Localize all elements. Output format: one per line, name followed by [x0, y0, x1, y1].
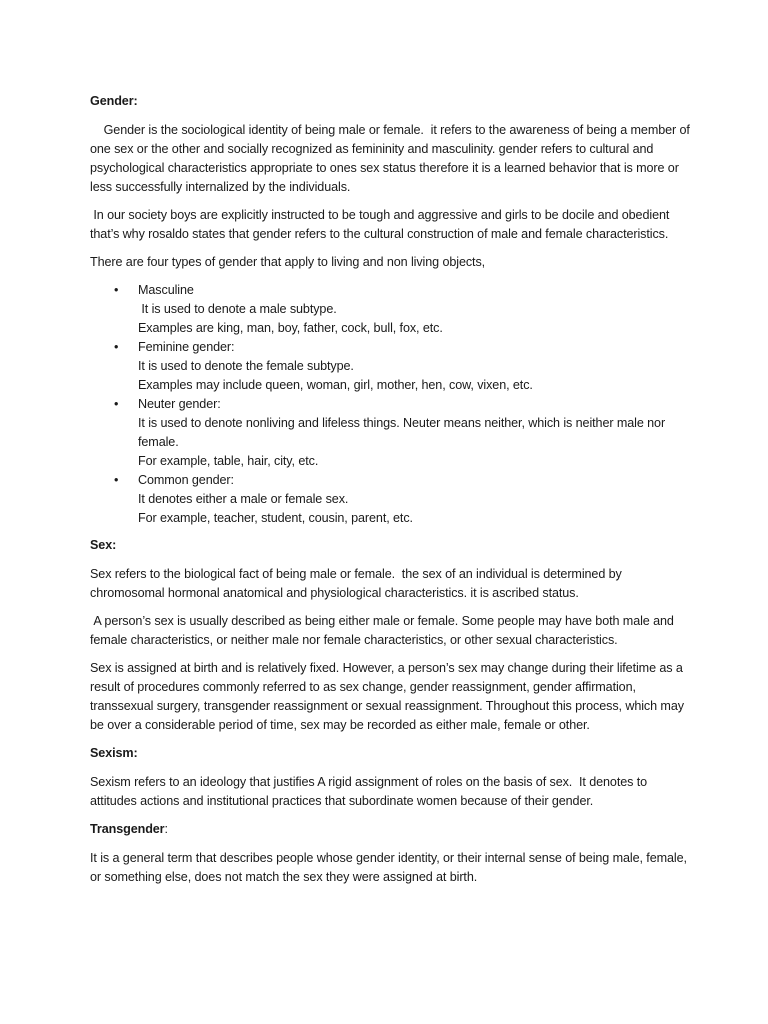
- list-item-feminine: [90, 338, 690, 395]
- bullet-icon: •: [114, 397, 119, 411]
- gender-type-examples: For example, table, hair, city, etc.: [138, 454, 319, 468]
- transgender-heading-colon: :: [164, 822, 168, 836]
- gender-types-list: [90, 281, 690, 528]
- sex-paragraph-1: Sex refers to the biological fact of being male or female. the sex of an individual is determined by chromosomal hormonal anatomical and physiological characteristics. it is ascribed status.: [90, 567, 626, 600]
- gender-heading: Gender:: [90, 94, 138, 108]
- list-item-neuter: [90, 395, 690, 471]
- gender-type-description: It is used to denote a male subtype.: [138, 302, 337, 316]
- sexism-paragraph-1: Sexism refers to an ideology that justifies A rigid assignment of roles on the basis of sex. It denotes to attitudes actions and institutional practices that subordinate women because of their gender.: [90, 775, 651, 808]
- bullet-icon: •: [114, 283, 119, 297]
- gender-type-name: Feminine gender:: [138, 340, 235, 354]
- bullet-icon: •: [114, 473, 119, 487]
- gender-type-examples: For example, teacher, student, cousin, parent, etc.: [138, 511, 413, 525]
- gender-paragraph-3: There are four types of gender that apply to living and non living objects,: [90, 255, 486, 269]
- gender-type-name: Masculine: [138, 283, 194, 297]
- sex-heading: Sex:: [90, 538, 117, 552]
- gender-paragraph-1: Gender is the sociological identity of being male or female. it refers to the awareness of being a member of one sex or the other and socially recognized as femininity and masculinity. gender refers to cultural and psychological characteristics appropriate to ones sex status therefore it is a learned behavior that is more or less successfully internalized by the individuals.: [90, 123, 694, 194]
- gender-type-description: It is used to denote nonliving and lifeless things. Neuter means neither, which is neither male nor female.: [138, 416, 669, 449]
- transgender-paragraph-1: It is a general term that describes people whose gender identity, or their internal sense of being male, female, or something else, does not match the sex they were assigned at birth.: [90, 851, 691, 884]
- gender-type-examples: Examples may include queen, woman, girl, mother, hen, cow, vixen, etc.: [138, 378, 533, 392]
- bullet-icon: •: [114, 340, 119, 354]
- list-item-masculine: [90, 281, 690, 338]
- gender-type-examples: Examples are king, man, boy, father, cock, bull, fox, etc.: [138, 321, 443, 335]
- gender-paragraph-2: In our society boys are explicitly instructed to be tough and aggressive and girls to be docile and obedient that’s why rosaldo states that gender refers to the cultural construction of male and female characteristics.: [90, 208, 673, 241]
- gender-type-name: Common gender:: [138, 473, 234, 487]
- transgender-heading-text: Transgender: [90, 822, 165, 836]
- sex-paragraph-2: A person’s sex is usually described as being either male or female. Some people may have both male and female characteristics, or neither male nor female characteristics, or other sexual characteristics.: [90, 614, 678, 647]
- gender-type-description: It is used to denote the female subtype.: [138, 359, 354, 373]
- gender-type-name: Neuter gender:: [138, 397, 221, 411]
- sexism-heading: Sexism:: [90, 746, 138, 760]
- sex-paragraph-3: Sex is assigned at birth and is relatively fixed. However, a person’s sex may change during their lifetime as a result of procedures commonly referred to as sex change, gender reassignment, gender affirmation, transsexual surgery, transgender reassignment or sexual reassignment. Throughout this process, which may be over a considerable period of time, sex may be recorded as either male, female or other.: [90, 661, 688, 732]
- document-page: [90, 92, 694, 896]
- gender-type-description: It denotes either a male or female sex.: [138, 492, 349, 506]
- transgender-heading: [90, 820, 690, 839]
- list-item-common: [90, 471, 690, 528]
